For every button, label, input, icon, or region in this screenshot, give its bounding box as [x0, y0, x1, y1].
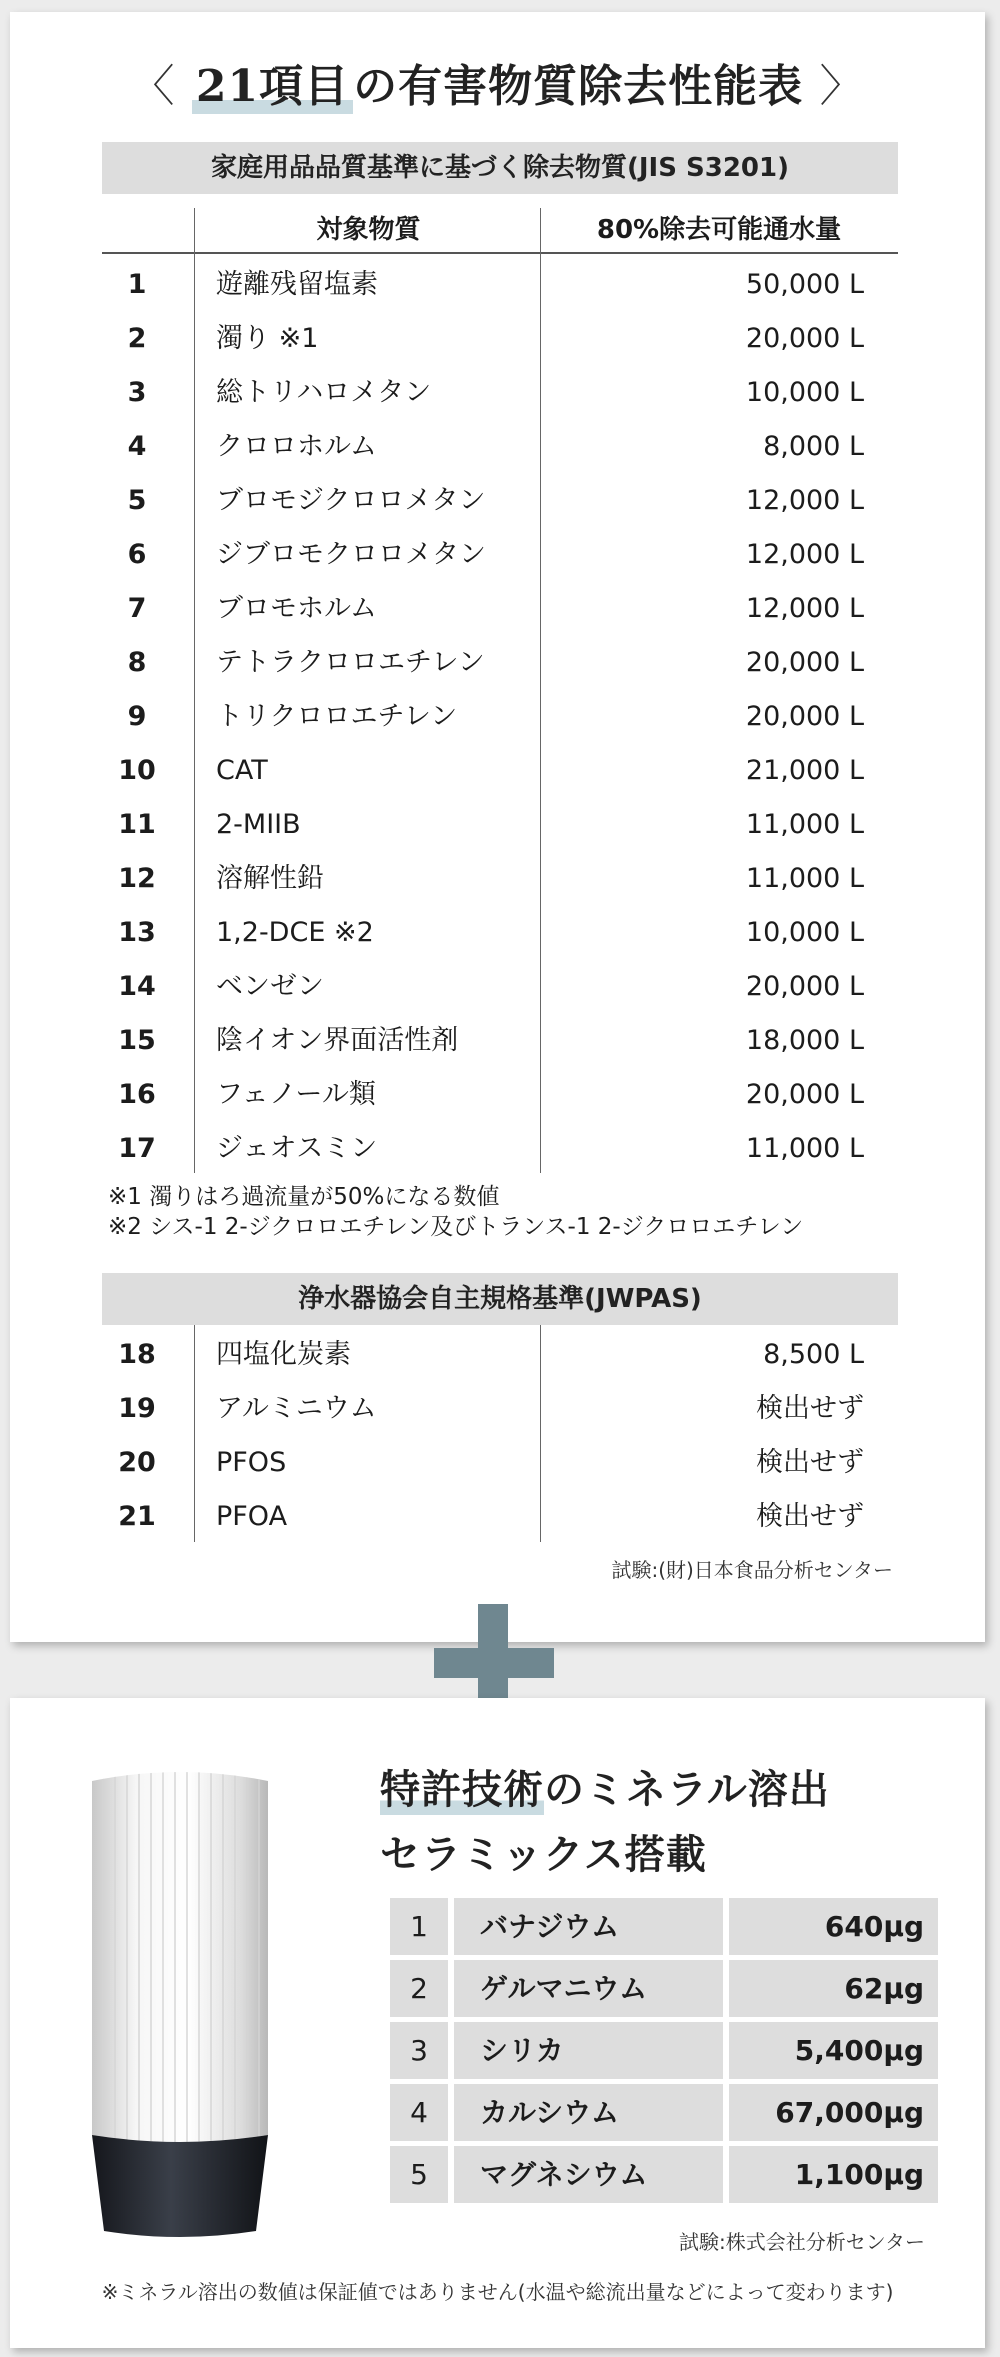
ceramic-footnote: ※ミネラル溶出の数値は保証値ではありません(水温や総流出量などによって変わります)	[101, 2280, 894, 2304]
row-number: 10	[118, 755, 156, 786]
mineral-row	[390, 2084, 938, 2141]
flow-volume-value: 11,000 L	[745, 1133, 864, 1164]
substance-name: ジェオスミン	[216, 1133, 378, 1164]
row-number: 20	[118, 1447, 156, 1478]
title-highlight: 21項目	[192, 50, 353, 114]
substance-name: PFOA	[216, 1501, 288, 1532]
row-number: 1	[127, 269, 147, 300]
mineral-number: 5	[390, 2146, 448, 2203]
row-number: 12	[118, 863, 156, 894]
table-row	[102, 960, 898, 1014]
flow-volume-value: 20,000 L	[745, 701, 864, 732]
section-heading-jwpas: 浄水器協会自主規格基準(JWPAS)	[102, 1273, 898, 1325]
row-number: 8	[127, 647, 147, 678]
flow-volume-value: 8,000 L	[763, 431, 864, 462]
substance-name: 1,2-DCE ※2	[216, 917, 374, 948]
flow-volume-value: 11,000 L	[745, 809, 864, 840]
row-number: 5	[127, 485, 147, 516]
plus-icon-bar	[434, 1648, 554, 1678]
table-row	[102, 1068, 898, 1122]
flow-volume-value: 10,000 L	[745, 917, 864, 948]
flow-volume-value: 検出せず	[756, 1501, 864, 1532]
mineral-amount: 1,100μg	[729, 2146, 938, 2203]
mineral-number: 4	[390, 2084, 448, 2141]
table-row	[102, 258, 898, 312]
substance-name: 2-MIIB	[216, 809, 301, 840]
column-substance: 対象物質	[316, 215, 421, 245]
table-row	[102, 1436, 898, 1490]
flow-volume-value: 12,000 L	[745, 593, 864, 624]
row-number: 19	[118, 1393, 156, 1424]
mineral-row	[390, 2022, 938, 2079]
substance-name: CAT	[216, 755, 268, 786]
substance-name: 総トリハロメタン	[216, 377, 432, 408]
table-row	[102, 528, 898, 582]
table-row	[102, 906, 898, 960]
substance-name: 陰イオン界面活性剤	[216, 1025, 459, 1056]
row-number: 6	[127, 539, 147, 570]
table-row	[102, 1328, 898, 1382]
table-row	[102, 582, 898, 636]
test-credit: 試験:(財)日本食品分析センター	[611, 1558, 893, 1582]
table-row	[102, 690, 898, 744]
ceramic-title-line2: セラミックス搭載	[380, 1831, 707, 1878]
ceramic-cylinder-image	[80, 1763, 280, 2263]
ceramic-card	[10, 1698, 985, 2348]
flow-volume-value: 20,000 L	[745, 971, 864, 1002]
mineral-row	[390, 1960, 938, 2017]
mineral-number: 1	[390, 1898, 448, 1955]
ceramic-title-rest: のミネラル溶出	[544, 1766, 830, 1813]
mineral-name: マグネシウム	[454, 2146, 723, 2203]
mineral-name: シリカ	[454, 2022, 723, 2079]
substance-name: ジブロモクロロメタン	[216, 539, 486, 570]
mineral-number: 3	[390, 2022, 448, 2079]
mineral-amount: 67,000μg	[729, 2084, 938, 2141]
row-number: 14	[118, 971, 156, 1002]
row-number: 7	[127, 593, 147, 624]
substance-name: テトラクロロエチレン	[216, 647, 485, 678]
substance-name: クロロホルム	[216, 431, 377, 462]
table-row	[102, 744, 898, 798]
table-row	[102, 366, 898, 420]
flow-volume-value: 18,000 L	[745, 1025, 864, 1056]
table-row	[102, 798, 898, 852]
ceramic-title-line1	[380, 1758, 830, 1815]
substance-name: 遊離残留塩素	[216, 269, 378, 300]
flow-volume-value: 12,000 L	[745, 539, 864, 570]
substance-name: 濁り ※1	[216, 323, 319, 354]
flow-volume-value: 20,000 L	[745, 1079, 864, 1110]
mineral-amount: 5,400μg	[729, 2022, 938, 2079]
substance-name: ブロモホルム	[216, 593, 377, 624]
row-number: 17	[118, 1133, 156, 1164]
row-number: 15	[118, 1025, 156, 1056]
flow-volume-value: 12,000 L	[745, 485, 864, 516]
flow-volume-value: 10,000 L	[745, 377, 864, 408]
row-number: 2	[127, 323, 147, 354]
row-number: 21	[118, 1501, 156, 1532]
table-column-header	[102, 208, 898, 254]
mineral-row	[390, 2146, 938, 2203]
substance-name: PFOS	[216, 1447, 287, 1478]
table-row	[102, 420, 898, 474]
table-row	[102, 474, 898, 528]
table-row	[102, 1014, 898, 1068]
table-row	[102, 1382, 898, 1436]
flow-volume-value: 8,500 L	[763, 1339, 864, 1370]
footnote-2: ※2 シス-1 2-ジクロロエチレン及びトランス-1 2-ジクロロエチレン	[108, 1214, 804, 1240]
mineral-name: カルシウム	[454, 2084, 723, 2141]
row-number: 11	[118, 809, 156, 840]
table-row	[102, 312, 898, 366]
mineral-amount: 640μg	[729, 1898, 938, 1955]
mineral-name: ゲルマニウム	[454, 1960, 723, 2017]
table-row	[102, 1490, 898, 1544]
ceramic-test-credit: 試験:株式会社分析センター	[679, 2230, 925, 2254]
substance-name: トリクロロエチレン	[216, 701, 458, 732]
flow-volume-value: 検出せず	[756, 1393, 864, 1424]
flow-volume-value: 20,000 L	[745, 323, 864, 354]
flow-volume-value: 検出せず	[756, 1447, 864, 1478]
table-row	[102, 852, 898, 906]
mineral-name: バナジウム	[454, 1898, 723, 1955]
removal-performance-card	[10, 12, 985, 1642]
substance-name: アルミニウム	[216, 1393, 377, 1424]
row-number: 3	[127, 377, 147, 408]
substance-name: ベンゼン	[216, 971, 324, 1002]
flow-volume-value: 11,000 L	[745, 863, 864, 894]
substance-name: ブロモジクロロメタン	[216, 485, 486, 516]
title-bracket-right: 〉	[819, 61, 865, 112]
row-number: 13	[118, 917, 156, 948]
mineral-number: 2	[390, 1960, 448, 2017]
substance-name: 四塩化炭素	[216, 1339, 351, 1370]
flow-volume-value: 21,000 L	[745, 755, 864, 786]
substance-name: フェノール類	[216, 1079, 376, 1110]
row-number: 18	[118, 1339, 156, 1370]
flow-volume-value: 50,000 L	[745, 269, 864, 300]
substance-name: 溶解性鉛	[216, 863, 324, 894]
mineral-row	[390, 1898, 938, 1955]
page-title	[10, 50, 985, 114]
ceramic-title-highlight: 特許技術	[380, 1758, 544, 1815]
row-number: 4	[127, 431, 147, 462]
row-number: 16	[118, 1079, 156, 1110]
footnote-1: ※1 濁りはろ過流量が50%になる数値	[108, 1184, 500, 1210]
title-rest: の有害物質除去性能表	[353, 61, 804, 112]
flow-volume-value: 20,000 L	[745, 647, 864, 678]
table-row	[102, 1122, 898, 1176]
mineral-amount: 62μg	[729, 1960, 938, 2017]
table-row	[102, 636, 898, 690]
title-bracket-left: 〈	[130, 61, 176, 112]
column-flow-volume: 80%除去可能通水量	[596, 215, 842, 245]
row-number: 9	[127, 701, 147, 732]
section-heading-jis: 家庭用品品質基準に基づく除去物質(JIS S3201)	[102, 142, 898, 194]
